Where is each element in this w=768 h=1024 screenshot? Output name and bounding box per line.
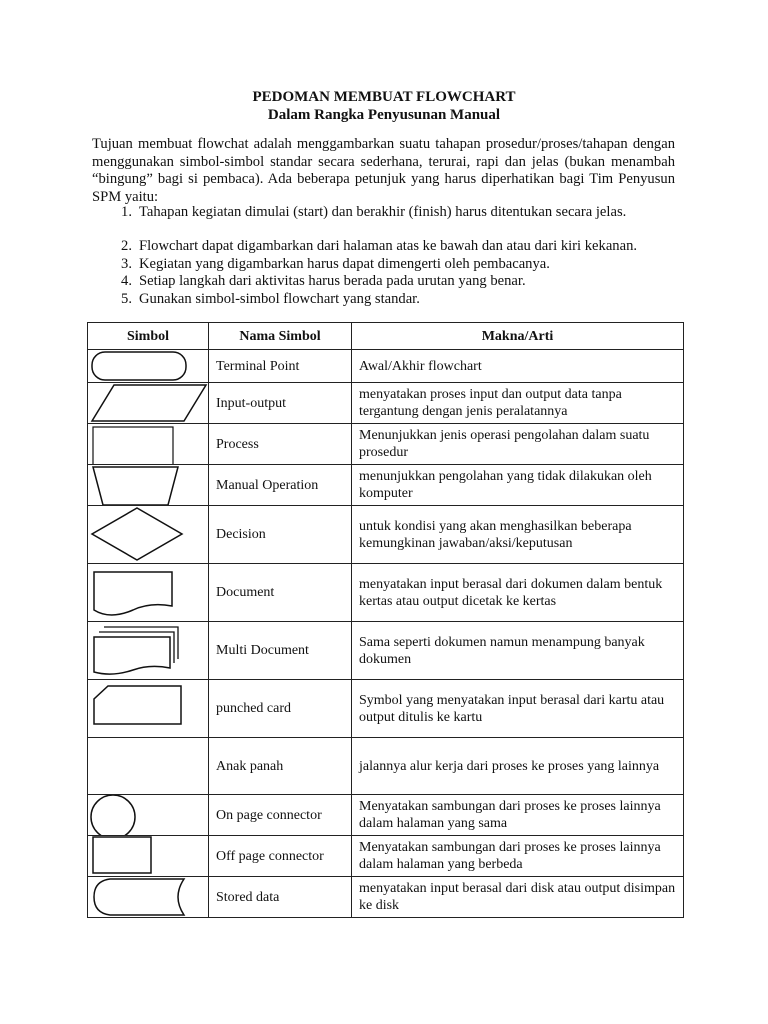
table-row xyxy=(88,795,684,836)
symbol-name: Document xyxy=(209,564,352,622)
symbol-name: Anak panah xyxy=(209,738,352,795)
symbol-cell xyxy=(88,424,209,465)
symbol-meaning: untuk kondisi yang akan menghasilkan beberapa kemungkinan jawaban/aksi/keputusan xyxy=(352,506,684,564)
symbol-meaning: Awal/Akhir flowchart xyxy=(352,350,684,383)
symbol-name: Input-output xyxy=(209,383,352,424)
symbol-meaning: jalannya alur kerja dari proses ke proses yang lainnya xyxy=(352,738,684,795)
symbol-cell xyxy=(88,564,209,622)
symbol-meaning: menyatakan input berasal dari disk atau output disimpan ke disk xyxy=(352,877,684,918)
multi-document-symbol xyxy=(88,622,208,679)
list-item-number: 5. xyxy=(121,290,132,307)
list-item-text: Flowchart dapat digambarkan dari halaman atas ke bawah dan atau dari kiri kekanan. xyxy=(139,238,638,254)
symbol-cell xyxy=(88,622,209,680)
symbol-name: Process xyxy=(209,424,352,465)
symbol-name: On page connector xyxy=(209,795,352,836)
symbol-meaning: Symbol yang menyatakan input berasal dari kartu atau output ditulis ke kartu xyxy=(352,680,684,738)
list-item-number: 1. xyxy=(121,204,132,220)
list-item-text: Gunakan simbol-simbol flowchart yang standar. xyxy=(139,290,420,307)
table-header-row xyxy=(88,323,684,350)
symbol-cell xyxy=(88,465,209,506)
process-symbol xyxy=(88,424,208,464)
list-item-number: 2. xyxy=(121,238,132,254)
table-row xyxy=(88,383,684,424)
list-item-number: 4. xyxy=(121,273,132,289)
symbol-cell xyxy=(88,350,209,383)
table-row xyxy=(88,836,684,877)
table-row xyxy=(88,350,684,383)
off-page-connector-symbol xyxy=(88,836,208,876)
symbol-meaning: Menyatakan sambungan dari proses ke proses lainnya dalam halaman yang sama xyxy=(352,795,684,836)
table-row xyxy=(88,738,684,795)
column-header-symbol: Simbol xyxy=(88,323,209,350)
symbol-meaning: Menunjukkan jenis operasi pengolahan dalam suatu prosedur xyxy=(352,424,684,465)
terminal-point-symbol xyxy=(88,350,208,382)
symbol-name: Off page connector xyxy=(209,836,352,877)
document-title: PEDOMAN MEMBUAT FLOWCHART xyxy=(252,89,516,105)
symbol-name: Terminal Point xyxy=(209,350,352,383)
input-output-symbol xyxy=(88,383,208,423)
column-header-name: Nama Simbol xyxy=(209,323,352,350)
symbol-cell xyxy=(88,506,209,564)
flowchart-symbol-table xyxy=(87,322,684,918)
document-subtitle: Dalam Rangka Penyusunan Manual xyxy=(267,107,501,123)
table-row xyxy=(88,564,684,622)
table-row xyxy=(88,506,684,564)
symbol-cell xyxy=(88,795,209,836)
symbol-meaning: menunjukkan pengolahan yang tidak dilakukan oleh komputer xyxy=(352,465,684,506)
symbol-meaning: menyatakan input berasal dari dokumen dalam bentuk kertas atau output dicetak ke kertas xyxy=(352,564,684,622)
document-symbol xyxy=(88,564,208,621)
symbol-name: punched card xyxy=(209,680,352,738)
symbol-meaning: Sama seperti dokumen namun menampung banyak dokumen xyxy=(352,622,684,680)
symbol-cell xyxy=(88,680,209,738)
list-item-text: Kegiatan yang digambarkan harus dapat dimengerti oleh pembacanya. xyxy=(139,255,550,272)
symbol-meaning: Menyatakan sambungan dari proses ke proses lainnya dalam halaman yang berbeda xyxy=(352,836,684,877)
table-row xyxy=(88,622,684,680)
list-item-number: 3. xyxy=(121,255,132,272)
symbol-name: Decision xyxy=(209,506,352,564)
decision-symbol xyxy=(88,506,208,563)
list-item-text: Setiap langkah dari aktivitas harus berada pada urutan yang benar. xyxy=(139,273,526,289)
intro-paragraph: Tujuan membuat flowchat adalah menggambarkan suatu tahapan prosedur/proses/tahapan dengan menggunakan simbol-simbol standar secara sederhana, terurai, rapi dan jelas (bukan menambah “bingung” bagi si pembaca). Ada beberapa petunjuk yang harus diperhatikan bagi Tim Penyusun SPM yaitu: xyxy=(92,136,675,205)
manual-operation-symbol xyxy=(88,465,208,505)
symbol-cell xyxy=(88,877,209,918)
arrow-symbol xyxy=(88,738,208,794)
symbol-meaning: menyatakan proses input dan output data tanpa tergantung dengan jenis peralatannya xyxy=(352,383,684,424)
table-row xyxy=(88,424,684,465)
symbol-cell xyxy=(88,738,209,795)
table-row xyxy=(88,877,684,918)
column-header-meaning: Makna/Arti xyxy=(352,323,684,350)
symbol-name: Manual Operation xyxy=(209,465,352,506)
table-row xyxy=(88,680,684,738)
list-item-text: Tahapan kegiatan dimulai (start) dan berakhir (finish) harus ditentukan secara jelas. xyxy=(139,204,627,220)
stored-data-symbol xyxy=(88,877,208,917)
symbol-name: Stored data xyxy=(209,877,352,918)
punched-card-symbol xyxy=(88,680,208,737)
symbol-cell xyxy=(88,383,209,424)
on-page-connector-symbol xyxy=(88,795,208,835)
symbol-cell xyxy=(88,836,209,877)
table-row xyxy=(88,465,684,506)
symbol-name: Multi Document xyxy=(209,622,352,680)
